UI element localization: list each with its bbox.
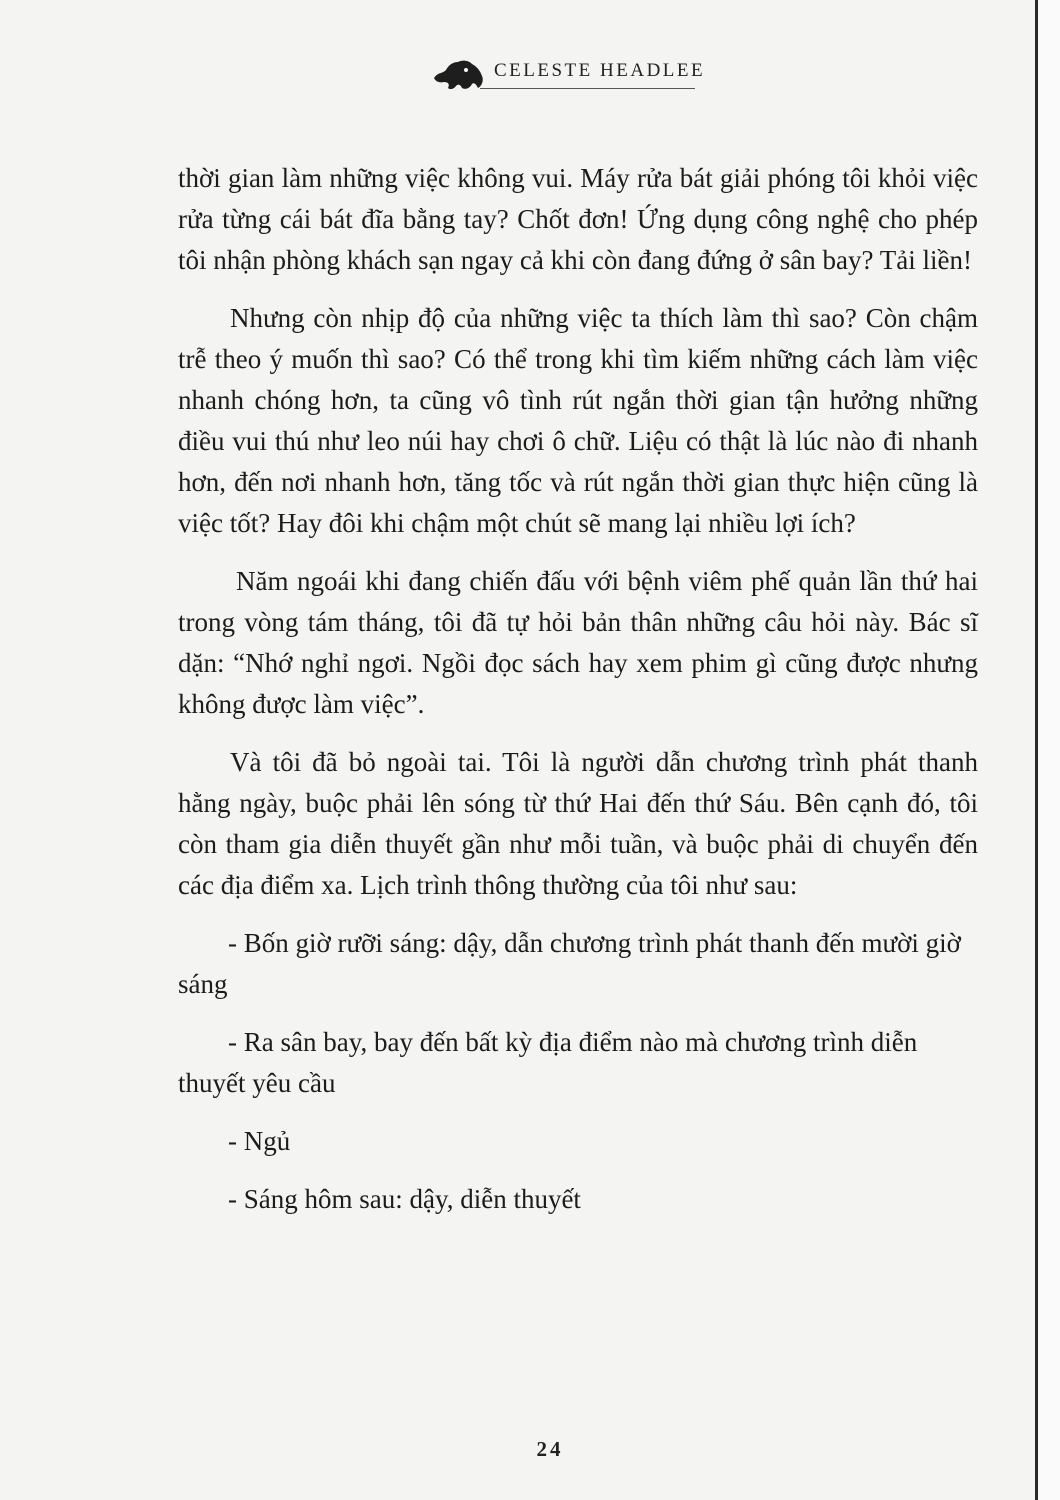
page-margin [1038, 0, 1060, 1500]
schedule-item: - Bốn giờ rưỡi sáng: dậy, dẫn chương trình phát thanh đến mười giờ sáng [178, 928, 961, 999]
body-text [178, 158, 978, 1237]
schedule-item: - Ra sân bay, bay đến bất kỳ địa điểm nào mà chương trình diễn thuyết yêu cầu [178, 1027, 918, 1098]
schedule-item: - Sáng hôm sau: dậy, diễn thuyết [228, 1184, 581, 1214]
running-header [432, 52, 706, 96]
paragraph-continuation: thời gian làm những việc không vui. Máy rửa bát giải phóng tôi khỏi việc rửa từng cái bát đĩa bằng tay? Chốt đơn! Ứng dụng công nghệ cho phép tôi nhận phòng khách sạn ngay cả khi còn đang đứng ở sân bay? Tải liền! [178, 163, 978, 275]
header-rule [480, 88, 695, 89]
paragraph: Năm ngoái khi đang chiến đấu với bệnh viêm phế quản lần thứ hai trong vòng tám tháng, tôi đã tự hỏi bản thân những câu hỏi này. Bác sĩ dặn: “Nhớ nghỉ ngơi. Ngồi đọc sách hay xem phim gì cũng được nhưng không được làm việc”. [178, 566, 978, 719]
schedule-item: - Ngủ [228, 1126, 291, 1156]
paragraph: Và tôi đã bỏ ngoài tai. Tôi là người dẫn chương trình phát thanh hằng ngày, buộc phải lên sóng từ thứ Hai đến thứ Sáu. Bên cạnh đó, tôi còn tham gia diễn thuyết gần như mỗi tuần, và buộc phải di chuyển đến các địa điểm xa. Lịch trình thông thường của tôi như sau: [178, 747, 978, 900]
bird-ornament-icon [432, 56, 488, 92]
author-name: CELESTE HEADLEE [494, 60, 706, 81]
page-number: 24 [536, 1437, 564, 1461]
page-edge-line [1035, 0, 1038, 1500]
paragraph: Nhưng còn nhịp độ của những việc ta thích làm thì sao? Còn chậm trễ theo ý muốn thì sao? Có thể trong khi tìm kiếm những cách làm việc nhanh chóng hơn, ta cũng vô tình rút ngắn thời gian tận hưởng những điều vui thú như leo núi hay chơi ô chữ. Liệu có thật là lúc nào đi nhanh hơn, đến nơi nhanh hơn, tăng tốc và rút ngắn thời gian thực hiện cũng là việc tốt? Hay đôi khi chậm một chút sẽ mang lại nhiều lợi ích? [178, 303, 978, 538]
